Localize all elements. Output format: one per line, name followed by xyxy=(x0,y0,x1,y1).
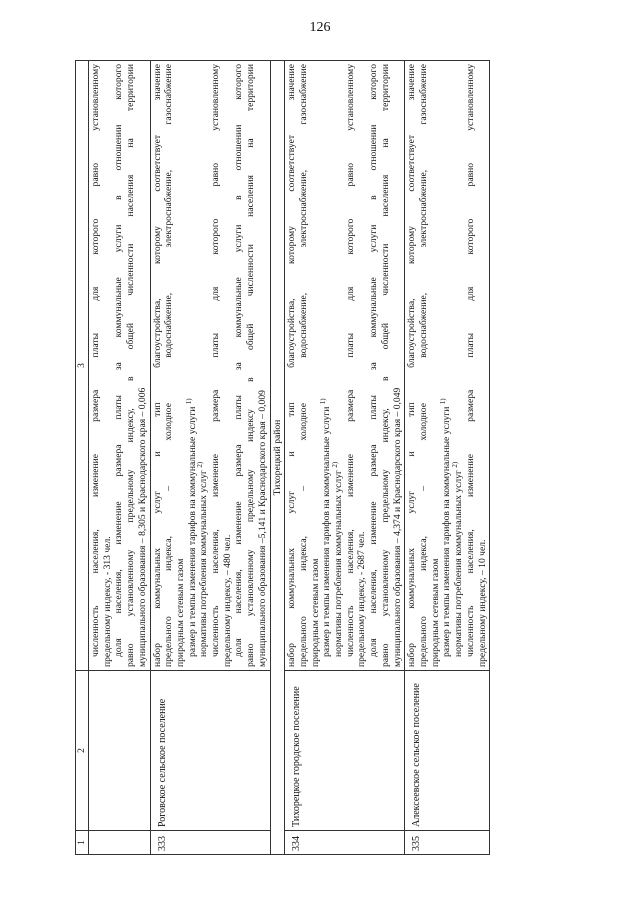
text-line: предельному индексу, - 2687 чел. xyxy=(356,531,368,667)
text-line: равно установленному предельному индексу в общей численности населения на территории xyxy=(245,64,257,667)
settlement-name: Тихорецкое городское поселение xyxy=(285,671,405,831)
row-number: 334 xyxy=(285,831,405,855)
text-line xyxy=(198,64,210,667)
description-cell xyxy=(89,61,151,671)
settlement-name xyxy=(89,671,151,831)
text-line: численность населения, изменение размера платы для которого равно установленному xyxy=(90,64,101,657)
footnote-ref: 2) xyxy=(196,461,205,468)
text-line xyxy=(330,64,345,667)
text-line xyxy=(450,64,465,667)
footnote-ref: 1) xyxy=(319,398,328,405)
text-line xyxy=(321,64,333,667)
text-line: доля населения, изменение размера платы за коммунальные услуги в отношении которого xyxy=(113,64,125,657)
table-row xyxy=(150,61,270,855)
text-line: численность населения, изменение размера платы для которого равно установленному xyxy=(464,64,476,657)
text-line: набор коммунальных услуг и тип благоустройства, которому соответствует значение xyxy=(286,64,298,667)
text-line: природным сетевым газом xyxy=(429,558,441,667)
text-line: муниципального образования –5,141 и Краснодарского края – 0,009 xyxy=(256,390,268,667)
text-line: численность населения, изменение размера платы для которого равно установленному xyxy=(210,64,222,657)
row-number: 335 xyxy=(405,831,490,855)
description-cell xyxy=(405,61,490,671)
settlement-name: Роговское сельское поселение xyxy=(150,671,270,831)
table-row xyxy=(405,61,490,855)
municipal-index-table xyxy=(75,60,490,855)
settlement-name: Алексеевское сельское поселение xyxy=(405,671,490,831)
page-number: 126 xyxy=(309,20,331,35)
text-line: природным сетевым газом xyxy=(309,558,321,667)
continuation-row xyxy=(89,61,151,855)
text-line: доля населения, изменение размера платы за коммунальные услуги в отношении которого xyxy=(233,64,245,657)
text-line: доля населения, изменение размера платы за коммунальные услуги в отношении которого xyxy=(368,64,380,657)
tariff-text: размер и темпы изменения тарифов на коммунальные услуги xyxy=(441,406,453,657)
footnote-ref: 1) xyxy=(184,398,193,405)
text-line: предельному индексу, - 313 чел. xyxy=(101,536,113,667)
text-line: равно установленному предельному индексу, в общей численности населения на территории xyxy=(125,64,137,667)
text-line xyxy=(441,64,453,667)
tariff-text: размер и темпы изменения тарифов на коммунальные услуги xyxy=(321,406,333,657)
text-line: предельного индекса, – холодное водоснабжение, электроснабжение, газоснабжение xyxy=(417,64,429,667)
description-cell xyxy=(285,61,405,671)
row-number: 333 xyxy=(150,831,270,855)
norm-text: нормативы потребления коммунальных услуг xyxy=(198,470,210,657)
footnote-ref: 2) xyxy=(450,461,459,468)
text-line xyxy=(184,64,199,667)
text-line: равно установленному предельному индексу, в общей численности населения на территории xyxy=(379,64,391,667)
text-line: муниципального образования – 8,305 и Краснодарского края – 0,006 xyxy=(136,387,148,667)
rotated-table-container xyxy=(75,60,581,855)
header-col-1: 1 xyxy=(76,831,89,855)
text-line: муниципального образования – 4,374 и Краснодарского края – 0,049 xyxy=(391,387,403,667)
text-line: предельному индексу, – 480 чел. xyxy=(221,534,233,667)
header-row xyxy=(76,61,89,855)
table-row xyxy=(285,61,405,855)
header-col-2: 2 xyxy=(76,671,89,831)
district-title: Тихорецкий район xyxy=(270,61,285,855)
footnote-ref: 1) xyxy=(439,398,448,405)
district-row xyxy=(270,61,285,855)
tariff-text: размер и темпы изменения тарифов на коммунальные услуги xyxy=(186,406,198,657)
header-col-3: 3 xyxy=(76,61,89,671)
norm-text: нормативы потребления коммунальных услуг xyxy=(453,470,465,657)
text-line: предельного индекса, – холодное водоснабжение, электроснабжение, газоснабжение xyxy=(163,64,175,667)
text-line: набор коммунальных услуг и тип благоустройства, которому соответствует значение xyxy=(151,64,163,667)
text-line: набор коммунальных услуг и тип благоустройства, которому соответствует значение xyxy=(406,64,418,667)
text-line: природным сетевым газом xyxy=(174,558,186,667)
description-cell xyxy=(150,61,270,671)
norm-text: нормативы потребления коммунальных услуг xyxy=(333,470,345,657)
text-line: предельного индекса, – холодное водоснабжение, электроснабжение, газоснабжение xyxy=(297,64,309,667)
text-line: предельному индексу, – 10 чел. xyxy=(476,539,488,667)
row-number xyxy=(89,831,151,855)
text-line: численность населения, изменение размера платы для которого равно установленному xyxy=(344,64,356,657)
footnote-ref: 2) xyxy=(330,461,339,468)
